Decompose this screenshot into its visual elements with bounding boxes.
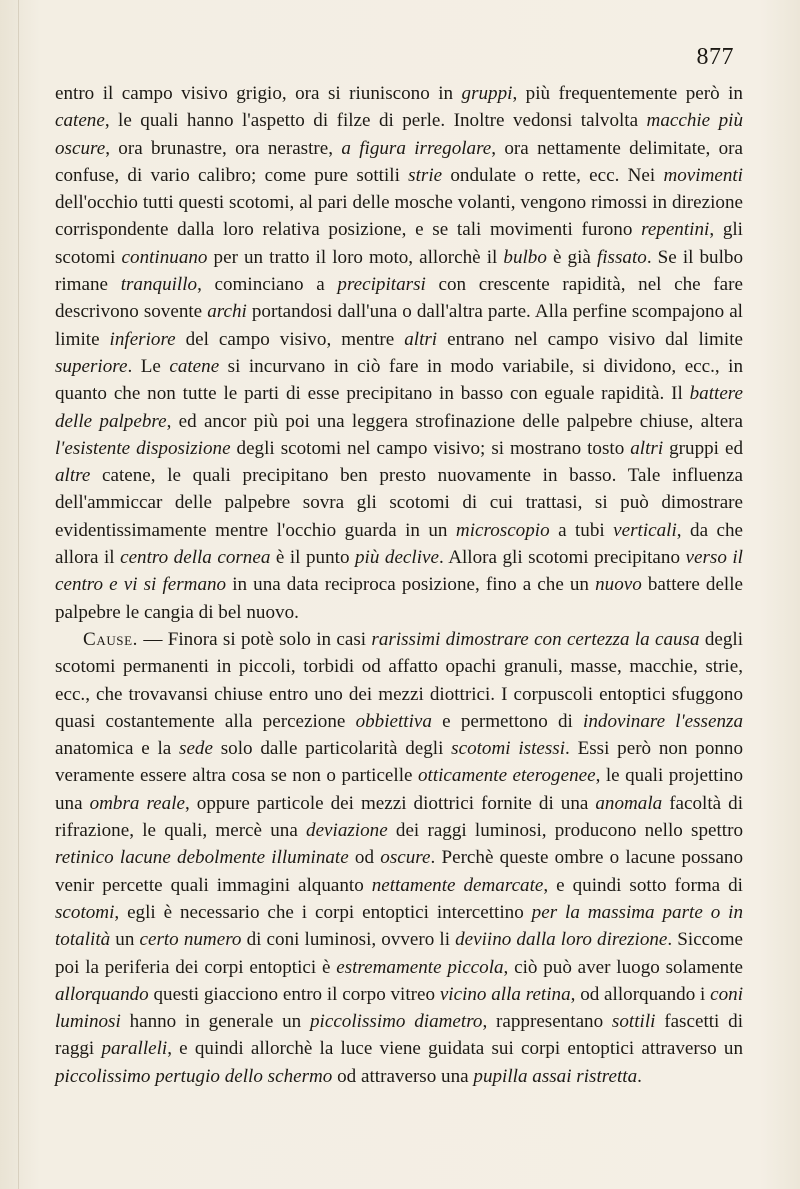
italic-run: ombra reale xyxy=(89,792,185,814)
italic-run: deviino dalla loro direzione xyxy=(455,929,668,951)
text-run: , rappresentano xyxy=(482,1011,612,1033)
italic-run: anomala xyxy=(595,792,663,814)
text-run: solo dalle particolarità degli xyxy=(212,738,452,760)
text-run: , le quali hanno l'aspetto di filze di perle. Inoltre vedonsi talvolta xyxy=(104,110,647,132)
text-run: od attraverso una xyxy=(332,1065,474,1087)
text-run: . Essi però non ponno veramente essere altra cosa se non o particelle xyxy=(55,738,744,787)
italic-run: estremamente piccola xyxy=(336,956,504,978)
italic-run: piccolissimo pertugio dello schermo xyxy=(55,1065,333,1087)
page-number: 877 xyxy=(696,44,734,70)
italic-run: rarissimi dimostrare con certezza la causa xyxy=(371,628,700,650)
italic-run: deviazione xyxy=(306,820,388,842)
italic-run: verticali xyxy=(613,519,677,541)
text-run: . Allora gli scotomi precipitano xyxy=(438,547,686,569)
italic-run: otticamente eterogenee xyxy=(417,765,596,787)
italic-run: tranquillo xyxy=(120,274,198,296)
italic-run: altri xyxy=(630,437,664,459)
text-run: , gli scotomi xyxy=(55,219,743,268)
italic-run: sede xyxy=(179,738,213,760)
italic-run: a figura irregolare xyxy=(341,137,492,159)
italic-run: pupilla assai ristretta xyxy=(473,1065,638,1087)
italic-run: vicino alla retina xyxy=(439,983,571,1005)
text-run: anatomica e la xyxy=(55,738,180,760)
text-run: a tubi xyxy=(549,519,614,541)
text-run: , da che allora il xyxy=(55,519,743,569)
italic-run: precipitarsi xyxy=(337,274,426,296)
text-run: questi giacciono entro il corpo vitreo xyxy=(148,983,440,1005)
italic-run: movimenti xyxy=(663,164,743,186)
italic-run: strie xyxy=(408,164,443,186)
italic-run: per la massima parte o in totalità xyxy=(55,901,743,951)
text-run: del campo visivo, mentre xyxy=(175,328,405,350)
italic-run: sottili xyxy=(611,1011,656,1033)
text-run: , e quindi sotto forma di xyxy=(543,874,743,896)
text-run: entrano nel campo visivo dal limite xyxy=(437,328,743,350)
italic-run: nuovo xyxy=(595,574,642,596)
text-run: fascetti di raggi xyxy=(55,1011,743,1060)
italic-run: archi xyxy=(207,301,247,323)
section-heading-run: Cause. xyxy=(83,628,139,650)
italic-run: bulbo xyxy=(503,246,547,268)
text-run: gruppi ed xyxy=(663,437,743,459)
text-run: entro il campo visivo grigio, ora si riuniscono in xyxy=(55,83,462,104)
text-run: un xyxy=(110,929,140,951)
text-run: — Finora si potè solo in casi xyxy=(138,628,372,650)
text-run: di coni luminosi, ovvero li xyxy=(241,929,456,951)
italic-run: repentini xyxy=(641,219,710,241)
text-run: catene, le quali precipitano ben presto nuovamente in basso. Tale influenza dell'ammiccar delle palpebre sovra gli scotomi di cui trattasi, si può dimostrare evidentissimamente mentre l'occhio guarda in un xyxy=(55,465,743,541)
text-run: , ora brunastre, ora nerastre, xyxy=(105,137,342,159)
text-run: , ora nettamente delimitate, ora confuse, di vario calibro; come pure sottili xyxy=(55,137,743,186)
italic-run: scotomi xyxy=(55,901,115,923)
text-run: . Le xyxy=(127,355,170,377)
italic-run: più declive xyxy=(355,547,439,569)
page-gutter-shadow xyxy=(18,0,19,1189)
text-run: . Se il bulbo rimane xyxy=(55,246,744,296)
italic-run: oscure xyxy=(380,847,431,869)
italic-run: catene xyxy=(169,355,220,377)
text-run: portandosi dall'una o dall'altra parte. Alla perfine scompajono al limite xyxy=(55,301,743,350)
italic-run: gruppi xyxy=(461,83,513,104)
italic-run: altri xyxy=(404,328,438,350)
text-run: si incurvano in ciò fare in modo variabile, si dividono, ecc., in quanto che non tutte le parti di esse precipitano in basso con eguale rapidità. Il xyxy=(55,355,743,405)
text-run: , ciò può aver luogo solamente xyxy=(503,956,743,978)
italic-run: catene xyxy=(55,110,105,132)
text-run: degli scotomi nel campo visivo; si mostrano tosto xyxy=(230,437,631,459)
italic-run: obbiettiva xyxy=(355,710,432,732)
italic-run: coni luminosi xyxy=(55,983,743,1033)
italic-run: allorquando xyxy=(55,983,149,1005)
italic-run: continuano xyxy=(121,246,208,268)
text-run: dell'occhio tutti questi scotomi, al pari delle mosche volanti, vengono rimossi in direzione corrispondente dalla loro relativa posizione, e se tali movimenti furono xyxy=(55,192,743,241)
italic-run: battere delle palpebre xyxy=(55,383,743,432)
italic-run: fissato xyxy=(596,246,647,268)
italic-run: certo numero xyxy=(139,929,242,951)
text-run: è il punto xyxy=(270,547,355,569)
text-run: , od allorquando i xyxy=(570,983,711,1005)
text-run: . Siccome poi la periferia dei corpi entoptici è xyxy=(55,929,744,978)
text-run: per un tratto il loro moto, allorchè il xyxy=(207,246,504,268)
italic-run: paralleli xyxy=(101,1038,168,1060)
text-run: , oppure particole dei mezzi diottrici fornite di una xyxy=(185,792,596,814)
text-run: . xyxy=(637,1065,642,1087)
italic-run: nettamente demarcate xyxy=(371,874,544,896)
text-run: , egli è necessario che i corpi entoptici intercettino xyxy=(114,901,532,923)
text-run: con crescente rapidità, nel che fare descrivono sovente xyxy=(55,274,743,323)
italic-run: altre xyxy=(55,465,91,487)
text-run: . Perchè queste ombre o lacune possano venir percette quali immagini alquanto xyxy=(55,847,744,896)
text-run: è già xyxy=(546,246,597,268)
text-run: , più frequentemente però in xyxy=(512,83,743,104)
italic-run: microscopio xyxy=(455,519,550,541)
italic-run: macchie più oscure xyxy=(55,110,743,159)
text-run: dei raggi luminosi, producono nello spettro xyxy=(387,820,743,842)
text-run: e permettono di xyxy=(431,710,584,732)
body-text xyxy=(55,80,743,1090)
text-run: hanno in generale un xyxy=(120,1011,310,1033)
paragraph-symptoms xyxy=(55,80,743,626)
text-run: od xyxy=(348,847,381,869)
text-run: , cominciano a xyxy=(197,274,338,296)
italic-run: piccolissimo diametro xyxy=(310,1011,483,1033)
italic-run: retinico lacune debolmente illuminate xyxy=(55,847,349,869)
paragraph-causes xyxy=(55,626,743,1090)
text-run: facoltà di rifrazione, le quali, mercè una xyxy=(55,792,743,842)
italic-run: superiore xyxy=(55,355,128,377)
italic-run: l'esistente disposizione xyxy=(55,437,231,459)
text-run: , ed ancor più poi una leggera strofinazione delle palpebre chiuse, altera xyxy=(166,410,744,432)
italic-run: inferiore xyxy=(109,328,176,350)
italic-run: scotomi istessi xyxy=(451,738,566,760)
text-run: , le quali projettino una xyxy=(55,765,743,814)
italic-run: indovinare l'essenza xyxy=(583,710,743,732)
text-run: in una data reciproca posizione, fino a che un xyxy=(226,574,596,596)
text-run: , e quindi allorchè la luce viene guidata sui corpi entoptici attraverso un xyxy=(167,1038,743,1060)
text-run: battere delle palpebre le cangia di bel nuovo. xyxy=(55,574,744,623)
text-run: degli scotomi permanenti in piccoli, torbidi od affatto opachi granuli, masse, macchie, strie, ecc., che trovavansi chiuse entro uno dei mezzi diottrici. I corpuscoli entoptici sfuggono quasi costantemente alla percezione xyxy=(55,628,743,732)
text-run: ondulate o rette, ecc. Nei xyxy=(442,164,664,186)
italic-run: verso il centro e vi si fermano xyxy=(55,547,743,596)
italic-run: centro della cornea xyxy=(120,547,271,569)
